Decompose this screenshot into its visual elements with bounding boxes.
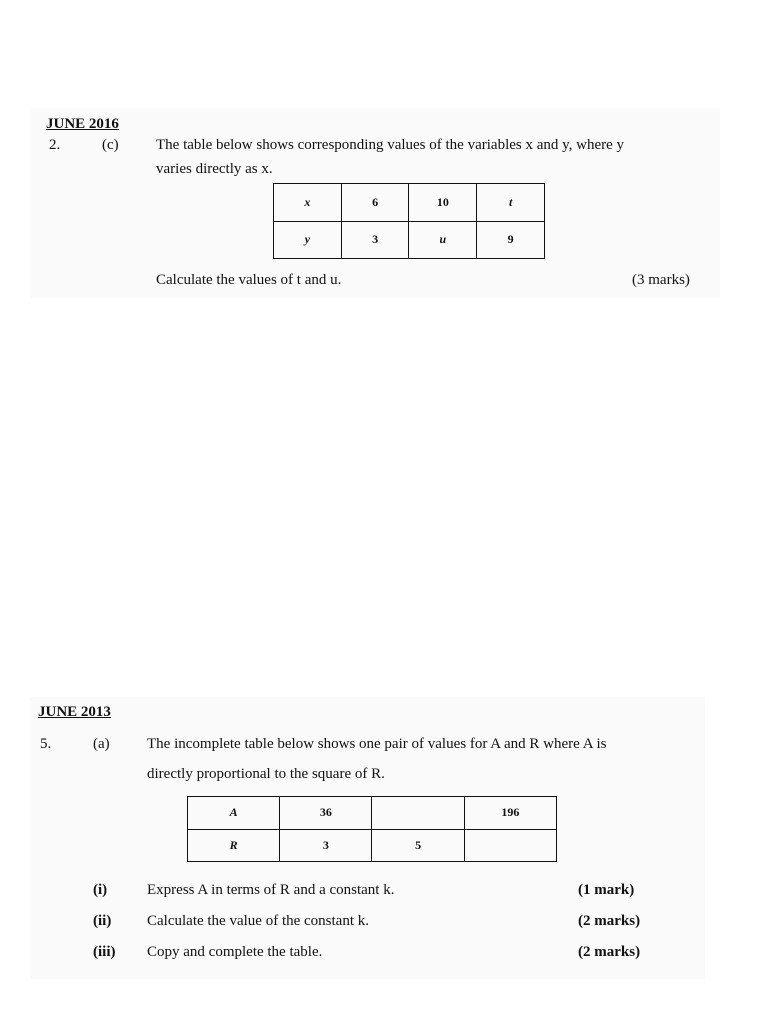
table-cell: 6 — [341, 184, 409, 222]
marks-label: (3 marks) — [632, 272, 690, 288]
table-cell: 10 — [409, 184, 477, 222]
table-cell: 36 — [280, 797, 372, 830]
table-row — [274, 184, 545, 222]
subpart-label: (iii) — [93, 944, 116, 960]
table-cell: t — [477, 184, 545, 222]
table-cell: A — [188, 797, 280, 830]
question-text-line-1: The incomplete table below shows one pair of values for A and R where A is — [147, 736, 607, 752]
question-number: 5. — [40, 736, 52, 752]
question-text-line-2: varies directly as x. — [156, 161, 273, 177]
question-text-line-2: directly proportional to the square of R. — [147, 766, 385, 782]
question-part: (a) — [93, 736, 110, 752]
values-table — [273, 183, 545, 259]
subpart-label: (ii) — [93, 913, 112, 929]
table-cell: 3 — [280, 829, 372, 862]
table-cell: 9 — [477, 221, 545, 259]
table-cell: u — [409, 221, 477, 259]
question-text-line-1: The table below shows corresponding values of the variables x and y, where y — [156, 137, 625, 153]
marks-label: (1 mark) — [578, 882, 635, 898]
table-cell: 3 — [341, 221, 409, 259]
table-cell: y — [274, 221, 342, 259]
subpart-label: (i) — [93, 882, 108, 898]
table-cell: R — [188, 829, 280, 862]
table-row — [188, 829, 557, 862]
marks-label: (2 marks) — [578, 944, 641, 960]
subpart-text: Copy and complete the table. — [147, 944, 323, 960]
values-table — [187, 796, 557, 862]
table-cell: 196 — [464, 797, 556, 830]
table-cell — [372, 797, 464, 830]
table-cell: 5 — [372, 829, 464, 862]
instruction-text: Calculate the values of t and u. — [156, 272, 342, 288]
exam-heading: JUNE 2013 — [38, 704, 111, 720]
table-cell — [464, 829, 556, 862]
marks-label: (2 marks) — [578, 913, 641, 929]
subpart-text: Calculate the value of the constant k. — [147, 913, 370, 929]
exam-heading: JUNE 2016 — [46, 116, 119, 132]
question-part: (c) — [102, 137, 119, 153]
table-row — [274, 221, 545, 259]
table-cell: x — [274, 184, 342, 222]
question-number: 2. — [49, 137, 61, 153]
subpart-text: Express A in terms of R and a constant k. — [147, 882, 395, 898]
table-row — [188, 797, 557, 830]
